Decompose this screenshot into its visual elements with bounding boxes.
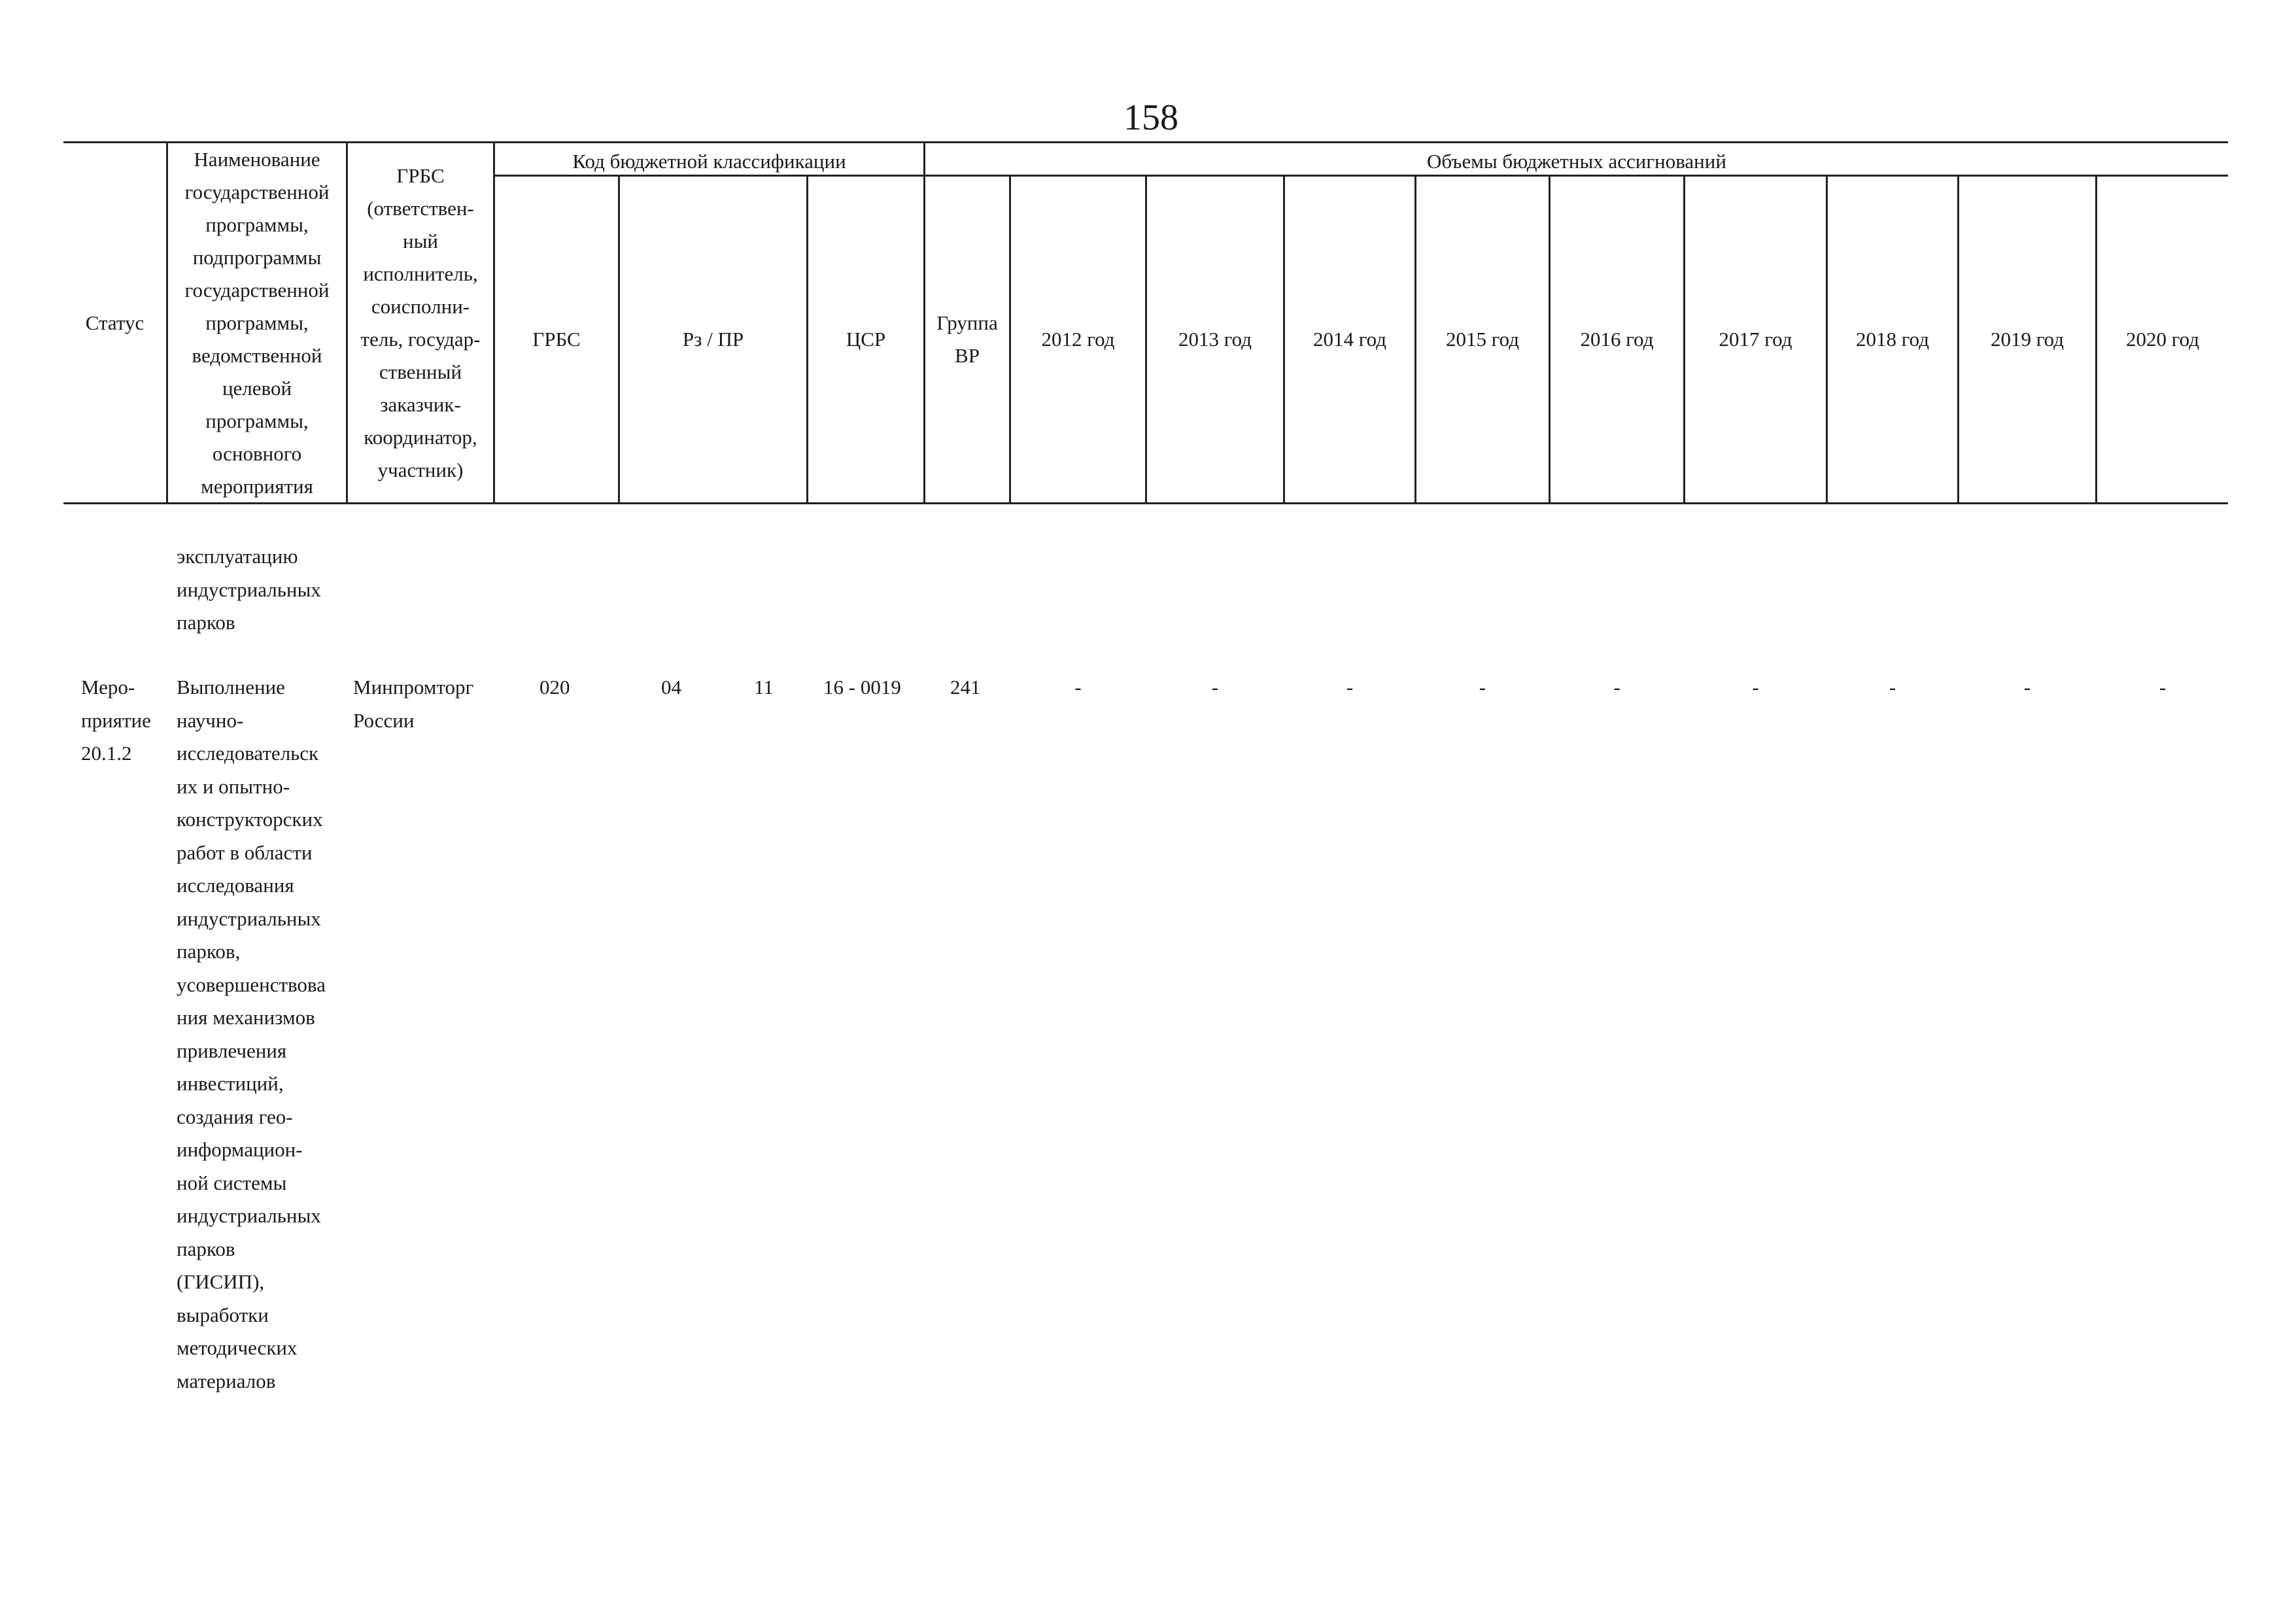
header-csr: ЦСР — [846, 328, 886, 351]
row-program-name: Выполнение научно- исследовательск их и опытно- конструкторских работ в области исследования индустриальных парков, усовершенствова ния механизмов привлечения инвестиций, создания гео- информацион- ной системы индустриальных парков (ГИСИП), выработки методических материалов — [177, 676, 326, 1392]
header-year-2015: 2015 год — [1445, 328, 1520, 351]
header-year-2020: 2020 год — [2125, 328, 2200, 351]
header-year-2014: 2014 год — [1312, 328, 1387, 351]
header-budget-code-group: Код бюджетной классификации — [572, 150, 846, 173]
header-year-2018: 2018 год — [1855, 328, 1930, 351]
row-value-2016: - — [1613, 676, 1620, 699]
header-volumes-group: Объемы бюджетных ассигнований — [1427, 150, 1726, 173]
row-value-2012: - — [1074, 676, 1082, 699]
header-group-vr: Группа ВР — [936, 311, 998, 367]
header-year-2016: 2016 год — [1580, 328, 1654, 351]
header-year-2012: 2012 год — [1041, 328, 1115, 351]
header-year-2017: 2017 год — [1719, 328, 1792, 351]
header-rz-pr: Рз / ПР — [682, 328, 744, 351]
header-program-name: Наименование государственной программы, подпрограммы государственной программы, ведомственной целевой программы, основного мероприятия — [184, 147, 330, 498]
continuation-name-text: эксплуатацию индустриальных парков — [177, 545, 321, 634]
page-number: 158 — [1123, 97, 1178, 138]
row-value-2018: - — [1889, 676, 1896, 699]
row-grbs-code: 020 — [540, 676, 570, 699]
header-year-2013: 2013 год — [1178, 328, 1252, 351]
row-value-2013: - — [1211, 676, 1219, 699]
row-value-2014: - — [1346, 676, 1354, 699]
row-pr-code: 11 — [754, 676, 774, 699]
header-grbs: ГРБС — [532, 328, 581, 351]
row-rz-code: 04 — [661, 676, 681, 699]
header-status: Статус — [85, 311, 145, 334]
row-csr-code: 16 - 0019 — [823, 676, 901, 699]
row-value-2019: - — [2023, 676, 2031, 699]
header-grbs-role: ГРБС (ответствен- ный исполнитель, соисполни- тель, государ- ственный заказчик- координатор, участник) — [360, 164, 481, 481]
row-value-2020: - — [2159, 676, 2167, 699]
header-year-2019: 2019 год — [1990, 328, 2065, 351]
row-value-2017: - — [1752, 676, 1759, 699]
row-value-2015: - — [1479, 676, 1486, 699]
row-vr-code: 241 — [950, 676, 981, 699]
row-executor: Минпромторг России — [353, 676, 474, 732]
row-status: Меро- приятие 20.1.2 — [81, 676, 151, 765]
